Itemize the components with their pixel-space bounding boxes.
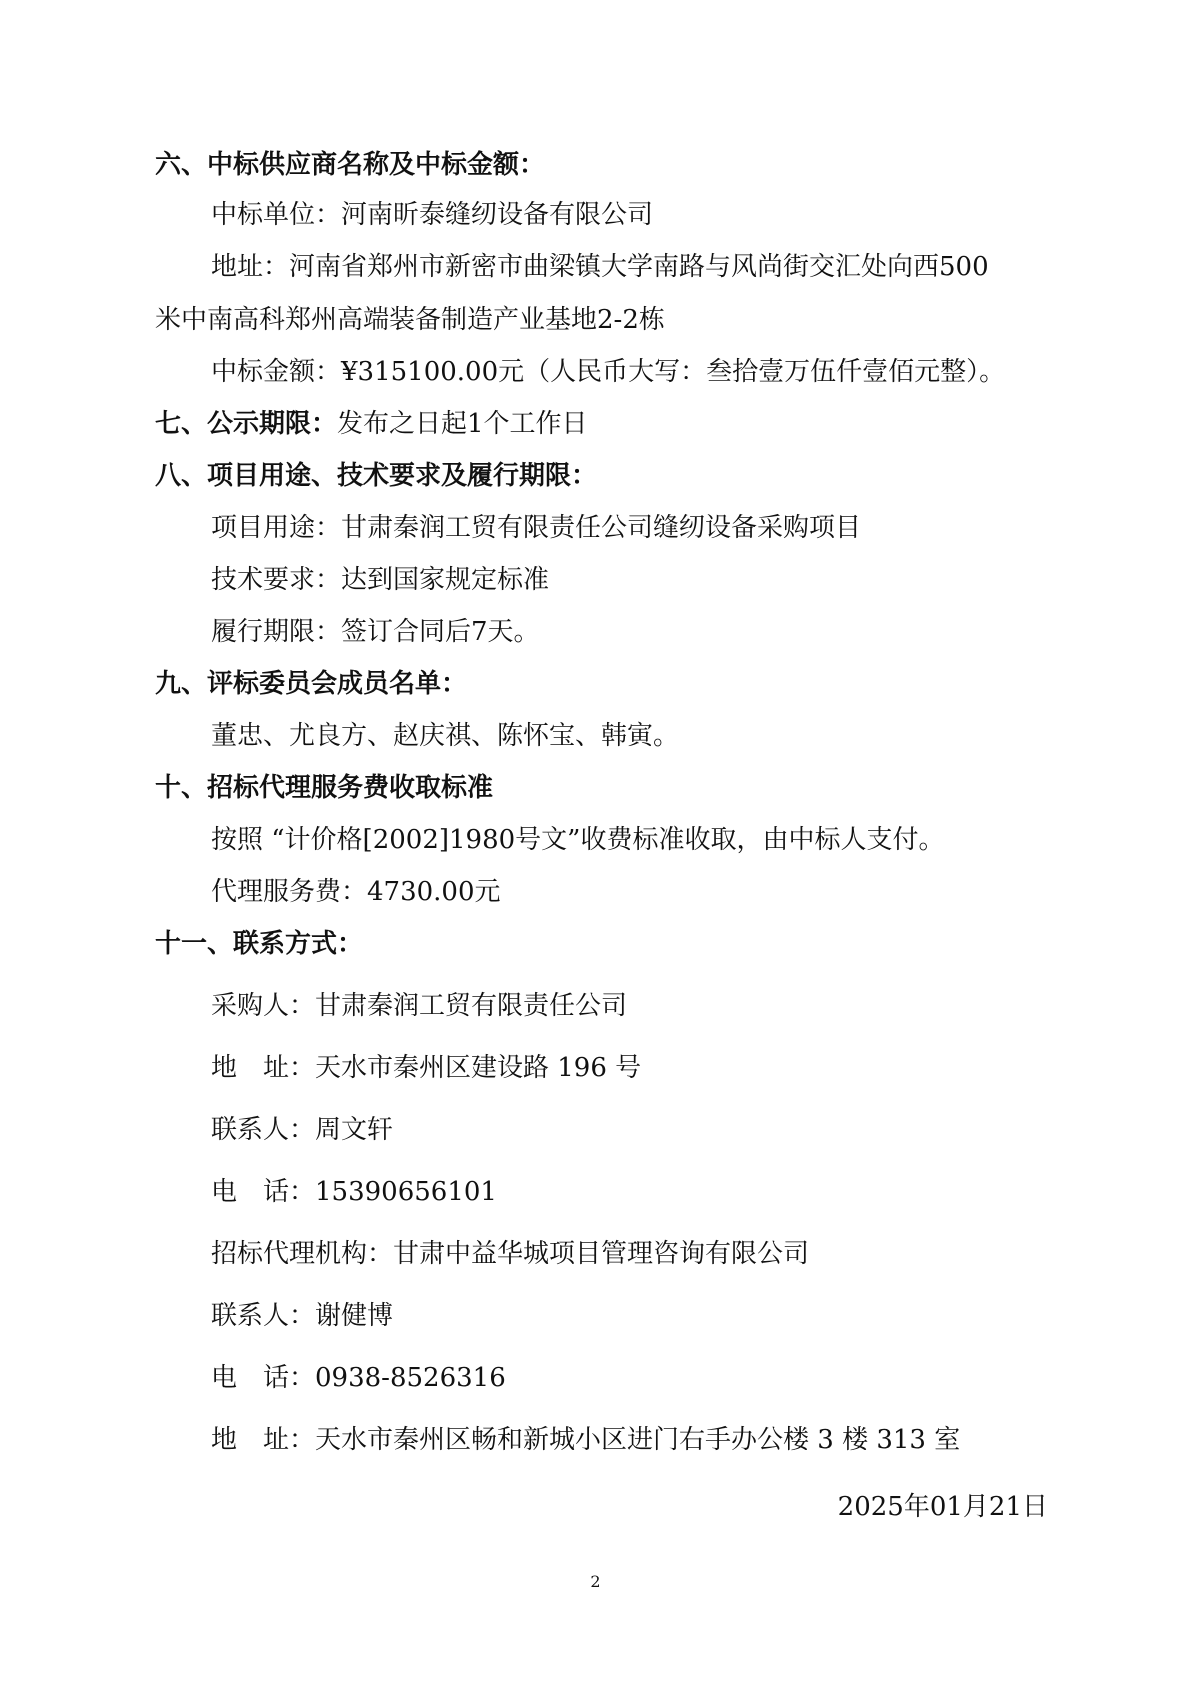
- buyer-phone-line: 电 话：15390656101: [211, 1177, 497, 1207]
- section-10-heading: 十、招标代理服务费收取标准: [155, 773, 494, 803]
- agency-address-line: 地 址：天水市秦州区畅和新城小区进门右手办公楼 3 楼 313 室: [211, 1425, 961, 1455]
- winner-line: 中标单位：河南昕泰缝纫设备有限公司: [211, 200, 654, 230]
- agency-contact-line: 联系人：谢健博: [211, 1301, 394, 1331]
- section-8-heading: 八、项目用途、技术要求及履行期限：: [155, 461, 598, 491]
- project-use-line: 项目用途：甘肃秦润工贸有限责任公司缝纫设备采购项目: [211, 513, 862, 543]
- buyer-address-line: 地 址：天水市秦州区建设路 196 号: [211, 1053, 642, 1083]
- agency-phone-line: 电 话：0938-8526316: [211, 1363, 506, 1393]
- fee-standard-line: 按照 “计价格[2002]1980号文”收费标准收取，由中标人支付。: [211, 825, 945, 855]
- document-date: 2025年01月21日: [837, 1492, 1048, 1522]
- agency-line: 招标代理机构：甘肃中益华城项目管理咨询有限公司: [211, 1239, 810, 1269]
- agency-fee-line: 代理服务费：4730.00元: [211, 877, 501, 907]
- section-7-value: 发布之日起1个工作日: [337, 409, 588, 439]
- buyer-contact-line: 联系人：周文轩: [211, 1115, 394, 1145]
- section-9-heading: 九、评标委员会成员名单：: [155, 669, 468, 699]
- performance-period-line: 履行期限：签订合同后7天。: [211, 617, 540, 647]
- page-number: 2: [590, 1572, 601, 1591]
- winner-address-line-1: 地址：河南省郑州市新密市曲梁镇大学南路与风尚街交汇处向西500: [211, 252, 989, 282]
- section-6-heading: 六、中标供应商名称及中标金额：: [155, 150, 546, 180]
- buyer-line: 采购人：甘肃秦润工贸有限责任公司: [211, 991, 628, 1021]
- tech-requirement-line: 技术要求：达到国家规定标准: [211, 565, 550, 595]
- section-7-line: [155, 407, 588, 441]
- section-11-heading: 十一、联系方式：: [155, 929, 364, 959]
- winning-amount-line: 中标金额：¥315100.00元（人民币大写：叁拾壹万伍仟壹佰元整）。: [211, 357, 1006, 387]
- winner-address-line-2: 米中南高科郑州高端装备制造产业基地2-2栋: [155, 305, 665, 335]
- section-7-label: 七、公示期限：: [155, 409, 338, 439]
- committee-members-line: 董忠、尤良方、赵庆祺、陈怀宝、韩寅。: [211, 721, 680, 751]
